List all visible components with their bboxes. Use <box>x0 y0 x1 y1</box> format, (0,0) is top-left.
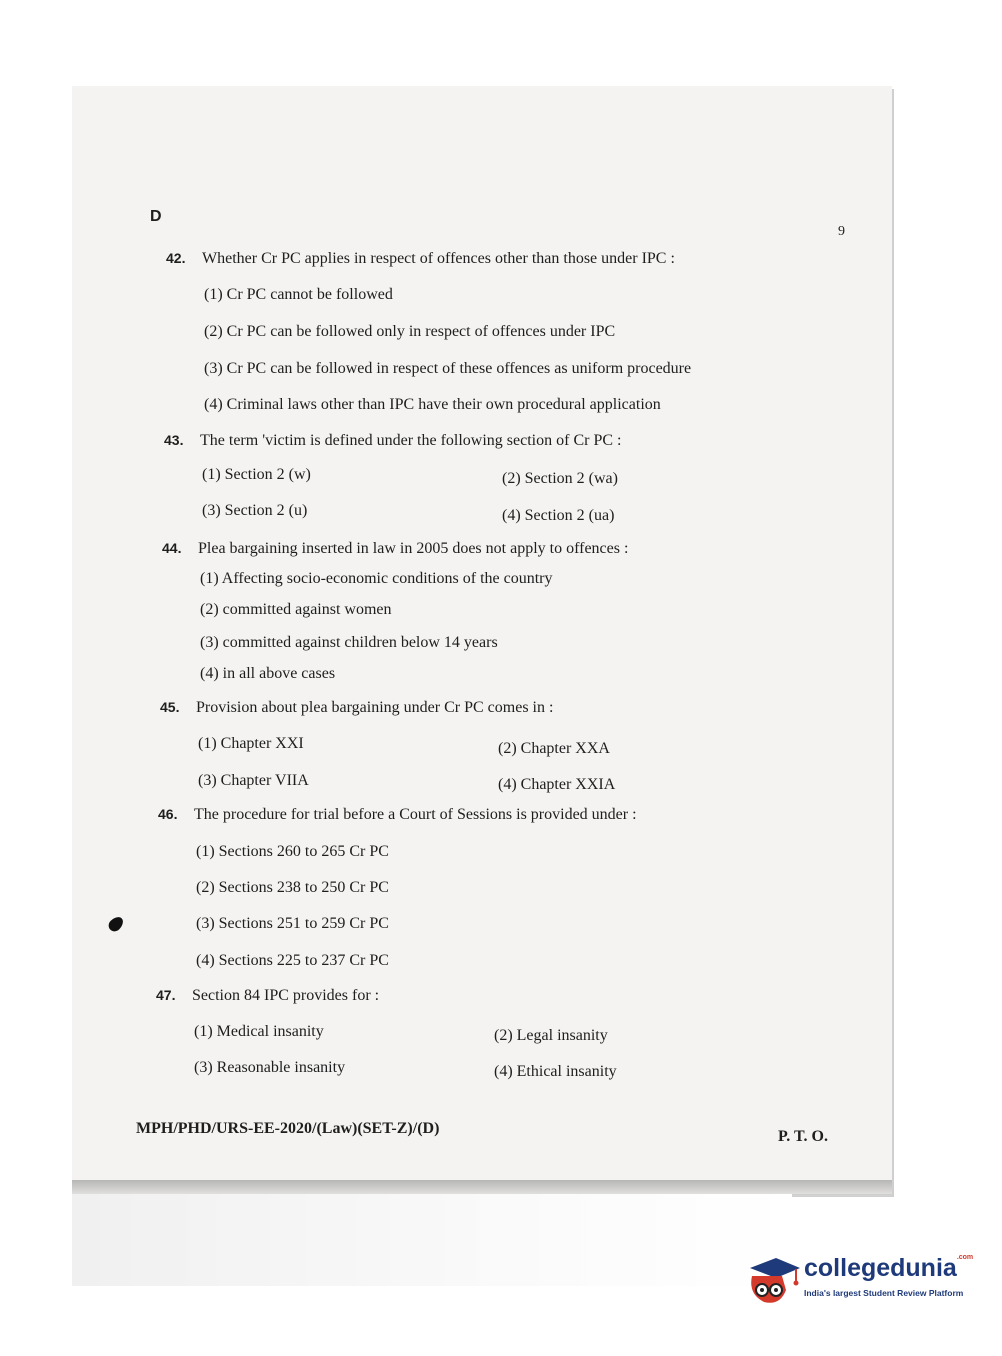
question-42 <box>166 250 675 268</box>
question-text: Section 84 IPC provides for : <box>192 987 380 1004</box>
option: (4) Section 2 (ua) <box>502 507 615 524</box>
logo-wordmark: collegedunia$^{.com}$ <box>804 1254 974 1282</box>
option: (4) Sections 225 to 237 Cr PC <box>196 952 389 969</box>
option: (1) Affecting socio-economic conditions of the country <box>200 570 553 587</box>
logo-tagline: India's largest Student Review Platform <box>804 1288 964 1298</box>
option: (1) Medical insanity <box>194 1023 324 1040</box>
option: (3) Section 2 (u) <box>202 502 308 519</box>
question-43 <box>164 432 621 450</box>
question-number: 44. <box>162 540 182 556</box>
collegedunia-watermark <box>742 1250 972 1310</box>
option: (1) Section 2 (w) <box>202 466 311 483</box>
option: (2) committed against women <box>200 601 392 618</box>
option: (2) Sections 238 to 250 Cr PC <box>196 879 389 896</box>
question-number: 45. <box>160 699 180 715</box>
option: (2) Section 2 (wa) <box>502 470 618 487</box>
option: (3) Sections 251 to 259 Cr PC <box>196 915 389 932</box>
option: (3) Reasonable insanity <box>194 1059 346 1076</box>
question-44 <box>162 540 628 558</box>
option: (1) Cr PC cannot be followed <box>204 286 393 303</box>
question-text: The term 'victim is defined under the following section of Cr PC : <box>200 432 622 449</box>
option: (4) Criminal laws other than IPC have their own procedural application <box>204 396 661 413</box>
question-text: Plea bargaining inserted in law in 2005 does not apply to offences : <box>198 540 629 557</box>
question-number: 46. <box>158 806 178 822</box>
question-number: 43. <box>164 432 184 448</box>
option: (2) Chapter XXA <box>498 740 610 757</box>
option: (4) Chapter XXIA <box>498 776 616 793</box>
option: (1) Chapter XXI <box>198 735 304 752</box>
option: (1) Sections 260 to 265 Cr PC <box>196 843 389 860</box>
option: (4) in all above cases <box>200 665 336 682</box>
question-number: 42. <box>166 250 186 266</box>
option: (2) Cr PC can be followed only in respect of offences under IPC <box>204 323 616 340</box>
option: (3) Chapter VIIA <box>198 772 309 789</box>
page-number: 9 <box>838 224 845 239</box>
option: (3) Cr PC can be followed in respect of these offences as uniform procedure <box>204 360 692 377</box>
question-text: The procedure for trial before a Court of Sessions is provided under : <box>194 806 637 823</box>
mascot-icon <box>742 1250 802 1310</box>
option: (3) committed against children below 14 years <box>200 634 498 651</box>
option: (4) Ethical insanity <box>494 1063 617 1080</box>
question-number: 47. <box>156 987 176 1003</box>
paper-code: MPH/PHD/URS-EE-2020/(Law)(SET-Z)/(D) <box>136 1120 440 1137</box>
question-46 <box>158 806 637 824</box>
background-page <box>72 1194 792 1286</box>
question-47 <box>156 987 379 1005</box>
question-45 <box>160 699 553 717</box>
pto-label: P. T. O. <box>778 1128 828 1145</box>
set-letter: D <box>150 208 162 225</box>
option: (2) Legal insanity <box>494 1027 608 1044</box>
question-text: Provision about plea bargaining under Cr PC comes in : <box>196 699 554 716</box>
question-text: Whether Cr PC applies in respect of offences other than those under IPC : <box>202 250 675 267</box>
